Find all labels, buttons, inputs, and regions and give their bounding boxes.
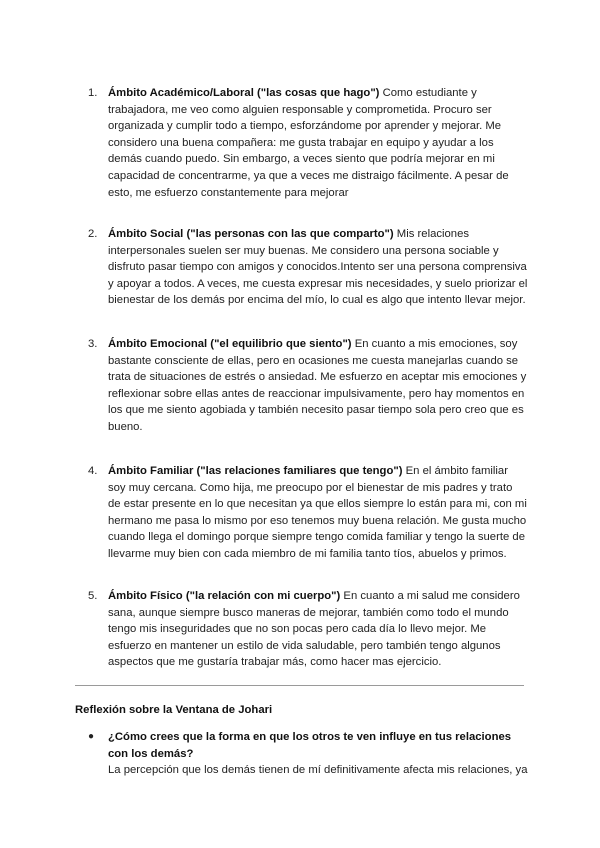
list-number: 5. (88, 590, 98, 602)
area-title: Ámbito Familiar ("las relaciones familiares que tengo") (108, 465, 403, 477)
area-item-fisico (88, 588, 528, 671)
reflection-heading: Reflexión sobre la Ventana de Johari (75, 704, 273, 716)
reflection-question-item (108, 729, 528, 779)
bullet-dot-icon: ● (88, 731, 95, 742)
area-text: Mis relaciones interpersonales suelen ser muy buenas. Me considero una persona sociable y disfruto pasar tiempo con amigos y conocidos.Intento ser una persona comprensiva y apoyar a todos. A veces, me cuesta expresar mis necesidades, y suelo priorizar el bienestar de los demás por encima del mío, lo cual es algo que intento llevar mejor. (108, 228, 528, 307)
area-text: Como estudiante y trabajadora, me veo como alguien responsable y comprometida. Procuro ser organizada y cumplir todo a tiempo, esforzándome por aprender y mejorar. Me considero una buena compañera: me gusta trabajar en equipo y ayudar a los demás cuando puedo. Sin embargo, a veces siento que podría mejorar en mi capacidad de concentrarme, ya que a veces me distraigo fácilmente. A pesar de esto, me esfuerzo constantemente para mejorar (108, 87, 509, 199)
list-number: 4. (88, 465, 98, 477)
area-title: Ámbito Social ("las personas con las que comparto") (108, 228, 394, 240)
reflection-question: ¿Cómo crees que la forma en que los otros te ven influye en tus relaciones con los demás? (108, 731, 512, 760)
horizontal-divider (75, 685, 524, 686)
list-number: 2. (88, 228, 98, 240)
area-text: En cuanto a mi salud me considero sana, aunque siempre busco maneras de mejorar, también como todo el mundo tengo mis inseguridades que no son pocas pero cada día lo llevo mejor. Me esfuerzo en mantener un estilo de vida saludable, pero también tengo algunos aspectos que me gustaría trabajar más, como hacer mas ejercicio. (108, 590, 520, 669)
area-item-emocional (88, 336, 528, 436)
area-title: Ámbito Emocional ("el equilibrio que siento") (108, 338, 352, 350)
area-item-social (88, 226, 528, 309)
area-title: Ámbito Físico ("la relación con mi cuerpo") (108, 590, 341, 602)
list-number: 1. (88, 87, 98, 99)
area-item-familiar (88, 463, 528, 563)
area-item-academico (88, 85, 528, 201)
area-title: Ámbito Académico/Laboral ("las cosas que hago") (108, 87, 380, 99)
reflection-answer: La percepción que los demás tienen de mí definitivamente afecta mis relaciones, ya (108, 764, 528, 777)
list-number: 3. (88, 338, 98, 350)
area-text: En el ámbito familiar soy muy cercana. Como hija, me preocupo por el bienestar de mis padres y trato de estar presente en lo que necesitan ya que ellos siempre lo están para mi, con mi hermano me pasa lo mismo por eso tenemos muy buena relación. Me gusta mucho cuando llega el domingo porque siempre tengo comida familiar y tengo la suerte de llevarme muy bien con cada miembro de mi familia tanto tíos, abuelos y primos. (108, 465, 527, 560)
area-text: En cuanto a mis emociones, soy bastante consciente de ellas, pero en ocasiones me cuesta manejarlas cuando se trata de situaciones de estrés o ansiedad. Me esfuerzo en aceptar mis emociones y reflexionar sobre ellas antes de reaccionar impulsivamente, pero hay momentos en los que me siento agobiada y también necesito pasar tiempo sola pero creo que es bueno. (108, 338, 527, 433)
